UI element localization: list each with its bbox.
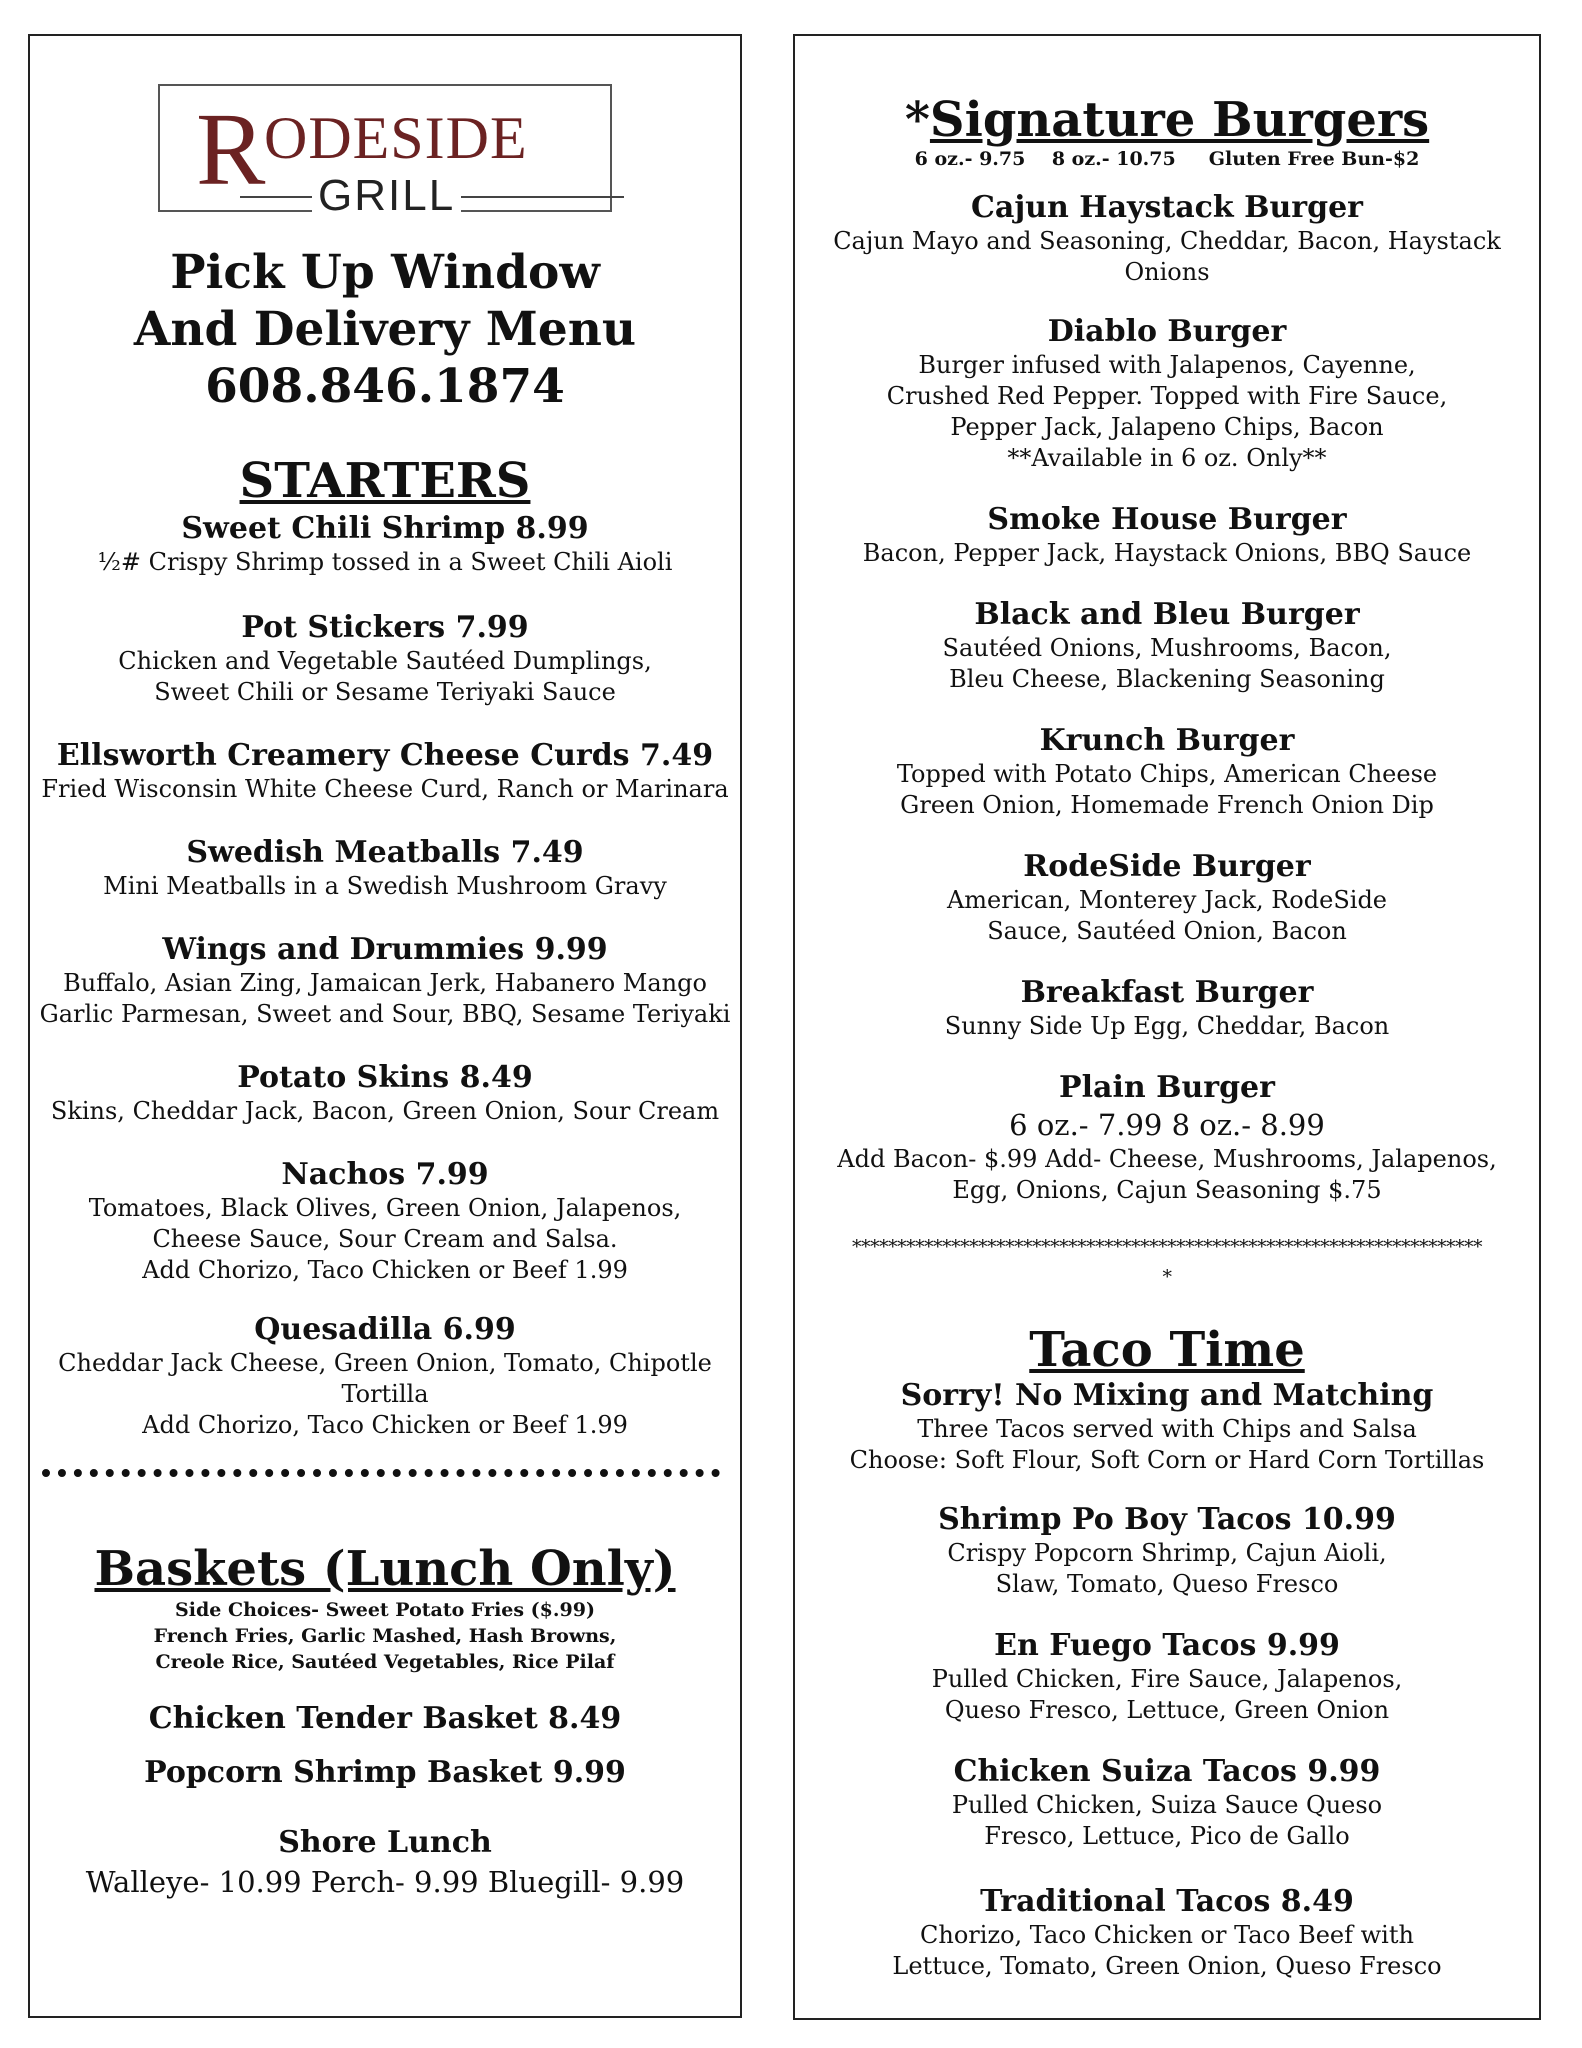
restaurant-logo	[158, 84, 612, 220]
tacos-title: Taco Time	[1029, 1322, 1305, 1378]
menu-item	[795, 975, 1539, 1042]
menu-item	[795, 1502, 1539, 1600]
menu-header	[30, 244, 740, 415]
item-desc: Sautéed Onions, Mushrooms, Bacon,	[942, 634, 1392, 662]
item-name: Krunch Burger	[1039, 723, 1295, 758]
item-name: Chicken Suiza Tacos 9.99	[953, 1754, 1381, 1789]
item-desc: Chorizo, Taco Chicken or Taco Beef with	[920, 1921, 1414, 1949]
basket-item: Chicken Tender Basket 8.49	[148, 1701, 622, 1736]
item-desc: Pulled Chicken, Fire Sauce, Jalapenos,	[931, 1665, 1403, 1693]
item-desc: Crispy Popcorn Shrimp, Cajun Aioli,	[947, 1539, 1387, 1567]
item-name: Ellsworth Creamery Cheese Curds 7.49	[56, 738, 714, 773]
item-desc: Queso Fresco, Lettuce, Green Onion	[944, 1696, 1390, 1724]
item-desc: Green Onion, Homemade French Onion Dip	[900, 791, 1434, 819]
item-name: Diablo Burger	[1047, 314, 1287, 349]
sides-line: Creole Rice, Sautéed Vegetables, Rice Pilaf	[155, 1651, 615, 1673]
left-menu-panel	[28, 34, 742, 2018]
item-name: Swedish Meatballs 7.49	[186, 835, 584, 870]
star-divider-single: *	[1162, 1266, 1172, 1288]
item-desc: Skins, Cheddar Jack, Bacon, Green Onion, Sour Cream	[50, 1097, 720, 1125]
item-desc: Topped with Potato Chips, American Cheese	[896, 760, 1438, 788]
menu-item	[30, 610, 740, 708]
shore-lunch-prices: Walleye- 10.99 Perch- 9.99 Bluegill- 9.99	[85, 1865, 685, 1899]
item-name: Pot Stickers 7.99	[241, 610, 529, 645]
header-line-2: And Delivery Menu	[133, 302, 637, 357]
item-desc: **Available in 6 oz. Only**	[1007, 444, 1327, 472]
phone-number[interactable]: 608.846.1874	[205, 359, 565, 414]
menu-item	[30, 932, 740, 1030]
menu-item	[30, 1157, 740, 1286]
item-desc: Slaw, Tomato, Queso Fresco	[995, 1570, 1339, 1598]
right-menu-panel	[793, 34, 1541, 2020]
item-desc: Add Bacon- $.99 Add- Cheese, Mushrooms, Jalapenos,	[837, 1145, 1497, 1173]
item-name: Cajun Haystack Burger	[971, 190, 1363, 225]
item-desc: Sauce, Sautéed Onion, Bacon	[987, 917, 1347, 945]
item-desc: Cheddar Jack Cheese, Green Onion, Tomato, Chipotle	[58, 1349, 712, 1377]
item-desc: Fried Wisconsin White Cheese Curd, Ranch or Marinara	[41, 775, 729, 803]
item-desc: Bleu Cheese, Blackening Seasoning	[949, 665, 1385, 693]
sides-line: French Fries, Garlic Mashed, Hash Browns,	[153, 1625, 617, 1647]
item-desc: Sweet Chili or Sesame Teriyaki Sauce	[154, 678, 616, 706]
header-line-1: Pick Up Window	[170, 245, 600, 300]
menu-item	[795, 1754, 1539, 1852]
item-desc: Buffalo, Asian Zing, Jamaican Jerk, Habanero Mango	[63, 969, 707, 997]
item-desc: Lettuce, Tomato, Green Onion, Queso Fresco	[892, 1952, 1442, 1980]
menu-item	[795, 1070, 1539, 1206]
item-name: Shrimp Po Boy Tacos 10.99	[938, 1502, 1396, 1537]
menu-item	[795, 849, 1539, 947]
item-desc: Sunny Side Up Egg, Cheddar, Bacon	[944, 1012, 1390, 1040]
item-name: Nachos 7.99	[281, 1157, 489, 1192]
logo-subtitle: GRILL	[312, 174, 461, 218]
logo-name: ODESIDE	[264, 105, 528, 171]
item-desc: Add Chorizo, Taco Chicken or Beef 1.99	[142, 1256, 628, 1284]
menu-item	[795, 1628, 1539, 1726]
tacos-notice: Sorry! No Mixing and Matching	[900, 1378, 1434, 1413]
item-name: Black and Bleu Burger	[974, 597, 1360, 632]
menu-item	[795, 723, 1539, 821]
burgers-title-star: *	[904, 92, 930, 148]
menu-item	[795, 314, 1539, 474]
item-desc: Bacon, Pepper Jack, Haystack Onions, BBQ Sauce	[862, 539, 1472, 567]
menu-item	[30, 511, 740, 578]
item-name: Traditional Tacos 8.49	[980, 1884, 1354, 1919]
item-desc: ½# Crispy Shrimp tossed in a Sweet Chili Aioli	[97, 548, 673, 576]
item-desc: Crushed Red Pepper. Topped with Fire Sauce,	[886, 382, 1448, 410]
baskets-title: Baskets (Lunch Only)	[94, 1541, 676, 1597]
item-name: Wings and Drummies 9.99	[162, 932, 608, 967]
shore-lunch-title: Shore Lunch	[278, 1825, 492, 1860]
item-desc: American, Monterey Jack, RodeSide	[946, 886, 1388, 914]
menu-item	[30, 738, 740, 805]
item-name: RodeSide Burger	[1023, 849, 1311, 884]
item-desc: Mini Meatballs in a Swedish Mushroom Gravy	[103, 872, 667, 900]
menu-item	[30, 1312, 740, 1441]
item-desc: Cheese Sauce, Sour Cream and Salsa.	[152, 1225, 618, 1253]
star-divider: **********************************************************************	[852, 1236, 1482, 1258]
basket-item: Popcorn Shrimp Basket 9.99	[144, 1755, 626, 1790]
burgers-title-text: Signature Burgers	[929, 92, 1430, 148]
item-name: Plain Burger	[1059, 1070, 1275, 1105]
item-name: Quesadilla 6.99	[254, 1312, 516, 1347]
tacos-intro: Choose: Soft Flour, Soft Corn or Hard Corn Tortillas	[849, 1446, 1485, 1474]
section-divider	[42, 1469, 720, 1477]
item-desc: Tortilla	[341, 1380, 429, 1408]
starters-title: STARTERS	[239, 453, 531, 509]
item-name: Sweet Chili Shrimp 8.99	[181, 511, 589, 546]
logo-initial: R	[196, 92, 266, 207]
item-desc: Onions	[1124, 258, 1210, 286]
menu-item	[795, 597, 1539, 695]
tacos-intro: Three Tacos served with Chips and Salsa	[917, 1415, 1417, 1443]
item-desc: Egg, Onions, Cajun Seasoning $.75	[952, 1176, 1382, 1204]
item-desc: Fresco, Lettuce, Pico de Gallo	[984, 1822, 1350, 1850]
item-desc: Pepper Jack, Jalapeno Chips, Bacon	[950, 413, 1384, 441]
item-desc: Add Chorizo, Taco Chicken or Beef 1.99	[142, 1411, 628, 1439]
item-desc: Garlic Parmesan, Sweet and Sour, BBQ, Sesame Teriyaki	[39, 1000, 731, 1028]
item-desc: Cajun Mayo and Seasoning, Cheddar, Bacon, Haystack	[833, 227, 1501, 255]
menu-item	[795, 190, 1539, 288]
item-name: Smoke House Burger	[987, 502, 1347, 537]
item-desc: Pulled Chicken, Suiza Sauce Queso	[951, 1791, 1383, 1819]
item-name: En Fuego Tacos 9.99	[994, 1628, 1340, 1663]
sides-line: Side Choices- Sweet Potato Fries ($.99)	[175, 1599, 595, 1621]
burgers-title	[795, 92, 1539, 148]
item-name: Potato Skins 8.49	[237, 1060, 533, 1095]
menu-item	[795, 1884, 1539, 1982]
menu-item	[30, 1060, 740, 1127]
item-desc: Burger infused with Jalapenos, Cayenne,	[918, 351, 1416, 379]
burgers-subtitle: 6 oz.- 9.75 8 oz.- 10.75 Gluten Free Bun-$2	[914, 148, 1420, 170]
item-desc: Chicken and Vegetable Sautéed Dumplings,	[118, 647, 652, 675]
item-name: Breakfast Burger	[1020, 975, 1314, 1010]
plain-burger-prices: 6 oz.- 7.99 8 oz.- 8.99	[1009, 1108, 1325, 1142]
menu-item	[30, 835, 740, 902]
menu-item	[795, 502, 1539, 569]
item-desc: Tomatoes, Black Olives, Green Onion, Jalapenos,	[88, 1194, 682, 1222]
